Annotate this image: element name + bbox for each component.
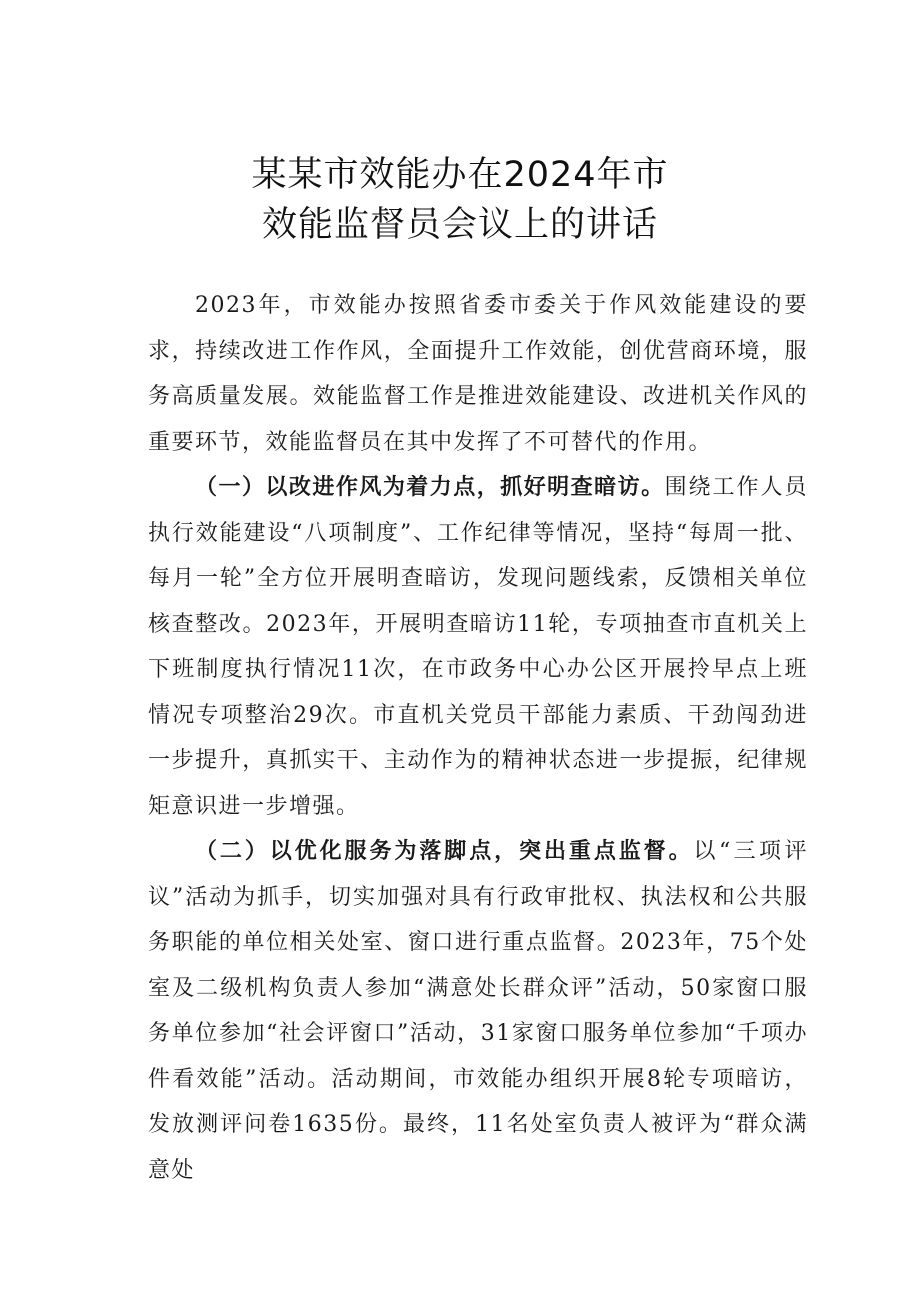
paragraph-section-2 <box>148 829 808 1193</box>
section-heading: （一）以改进作风为着力点，抓好明查暗访。 <box>195 475 665 500</box>
title-line-1: 某某市效能办在2024年市 <box>251 155 669 195</box>
paragraph-text: 2023年，市效能办按照省委市委关于作风效能建设的要求，持续改进工作作风，全面提升工作效能，创优营商环境，服务高质量发展。效能监督工作是推进效能建设、改进机关作风的重要环节，效能监督员在其中发挥了不可替代的作用。 <box>148 293 808 455</box>
paragraph-text: 围绕工作人员执行效能建设“八项制度”、工作纪律等情况，坚持“每周一批、每月一轮”全方位开展明查暗访，发现问题线索，反馈相关单位核查整改。2023年，开展明查暗访11轮，专项抽查市直机关上下班制度执行情况11次，在市政务中心办公区开展拎早点上班情况专项整治29次。市直机关党员干部能力素质、干劲闯劲进一步提升，真抓实干、主动作为的精神状态进一步提振，纪律规矩意识进一步增强。 <box>148 475 808 819</box>
document-body <box>148 283 808 1193</box>
document-title <box>0 150 920 250</box>
paragraph-intro <box>148 283 808 465</box>
title-line-2: 效能监督员会议上的讲话 <box>261 205 658 245</box>
paragraph-text: 以“三项评议”活动为抓手，切实加强对具有行政审批权、执法权和公共服务职能的单位相关处室、窗口进行重点监督。2023年，75个处室及二级机构负责人参加“满意处长群众评”活动，50家窗口服务单位参加“社会评窗口”活动，31家窗口服务单位参加“千项办件看效能”活动。活动期间，市效能办组织开展8轮专项暗访，发放测评问卷1635份。最终，11名处室负责人被评为“群众满意处 <box>148 839 808 1183</box>
paragraph-section-1 <box>148 465 808 829</box>
section-heading: （二）以优化服务为落脚点，突出重点监督。 <box>195 839 694 864</box>
